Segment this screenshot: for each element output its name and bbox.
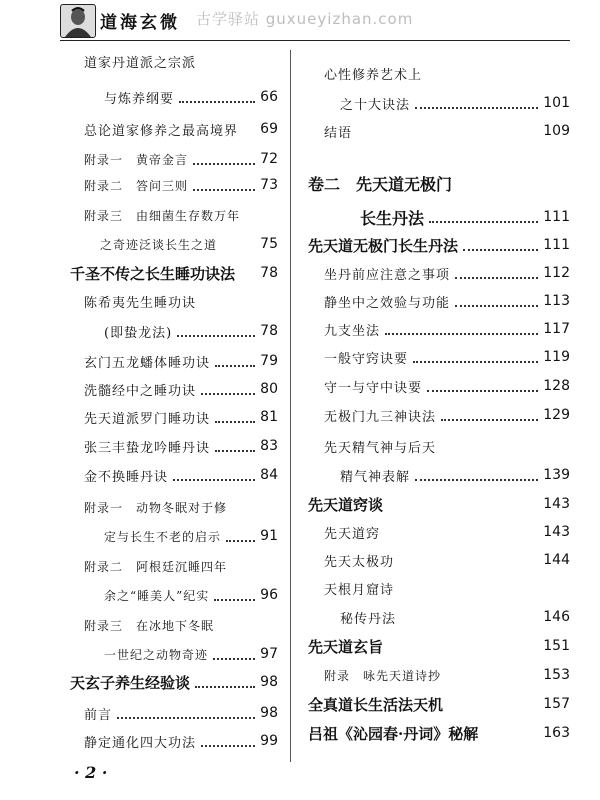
toc-entry-title: 先天道派罗门睡功诀 <box>84 411 211 427</box>
toc-entry-title: 洗髓经中之睡功诀 <box>84 383 197 399</box>
toc-entry-title: 精气神表解 <box>340 469 411 485</box>
toc-entry <box>70 667 278 697</box>
toc-entry-title: 附录三 在冰地下冬眠 <box>84 618 215 633</box>
page-number: · 2 · <box>74 763 108 782</box>
toc-entry-page: 83 <box>260 438 278 454</box>
page-header <box>0 0 600 40</box>
dot-leader <box>117 717 255 719</box>
toc-entry-title: 先天道窍 <box>324 526 381 542</box>
toc-entry <box>84 402 278 432</box>
toc-entry <box>324 431 570 461</box>
toc-entry <box>324 400 570 430</box>
toc-entry-page: 117 <box>543 321 570 337</box>
header-rule <box>60 40 570 41</box>
toc-entry <box>70 258 278 288</box>
toc-entry-page: 111 <box>543 209 570 225</box>
toc-entry <box>324 116 570 146</box>
dot-leader <box>441 419 538 421</box>
toc-entry-page: 81 <box>260 409 278 425</box>
toc-entry-page: 79 <box>260 353 278 369</box>
toc-entry <box>84 551 278 581</box>
toc-section-title: 长生丹法 <box>360 208 425 228</box>
dot-leader <box>427 390 538 392</box>
toc-entry-title: 余之“睡美人”纪实 <box>104 588 210 603</box>
toc-entry-page: 157 <box>543 696 570 712</box>
toc-entry-title: 先天道无极门长生丹法 <box>308 236 459 255</box>
dot-leader <box>214 599 255 601</box>
toc-entry-title: 心性修养艺术上 <box>324 67 423 83</box>
toc-entry-title: 结语 <box>324 125 353 141</box>
toc-entry-title: 一般守窍诀要 <box>324 351 409 367</box>
toc-entry-page: 119 <box>543 349 570 365</box>
toc-entry-title: 附录一 动物冬眠对于修 <box>84 500 228 515</box>
toc-entry-title: 定与长生不老的启示 <box>104 529 222 544</box>
toc-entry-page: 129 <box>543 407 570 423</box>
toc-entry <box>84 114 278 144</box>
toc-entry-page: 98 <box>260 674 278 690</box>
toc-entry <box>324 342 570 372</box>
toc-entry-title: 总论道家修养之最高境界 <box>84 123 239 139</box>
toc-entry-title: 全真道长生活法天机 <box>308 695 444 714</box>
toc-entry <box>340 602 570 632</box>
toc-entry-page: 146 <box>543 609 570 625</box>
dot-leader <box>455 277 538 279</box>
toc-entry-title: 无极门九三神诀法 <box>324 409 437 425</box>
dot-leader <box>193 189 255 191</box>
toc-entry-page: 153 <box>543 667 570 683</box>
toc-entry <box>324 660 570 690</box>
toc-entry-title: 先天太极功 <box>324 554 395 570</box>
toc-entry-title: 附录 咏先天道诗抄 <box>324 668 442 683</box>
toc-entry-title: 附录二 阿根廷沉睡四年 <box>84 559 228 574</box>
toc-entry-page: 66 <box>260 89 278 105</box>
dot-leader <box>213 658 255 660</box>
toc-entry <box>104 316 278 346</box>
toc-entry-title: 一世纪之动物奇迹 <box>104 647 209 662</box>
toc-entry-page: 99 <box>260 733 278 749</box>
dot-leader <box>463 249 538 251</box>
toc-entry <box>340 460 570 490</box>
toc-entry <box>104 580 278 610</box>
toc-entry <box>84 170 278 200</box>
toc-entry <box>84 286 278 316</box>
toc-entry-title: 前言 <box>84 707 113 723</box>
toc-entry <box>340 88 570 118</box>
toc-entry-title: 先天道玄旨 <box>308 637 384 656</box>
toc-entry-page: 143 <box>543 496 570 512</box>
dot-leader <box>179 101 255 103</box>
toc-entry <box>104 82 278 112</box>
toc-entry <box>324 314 570 344</box>
toc-entry-page: 109 <box>543 123 570 139</box>
toc-entry-title: 玄门五龙蟠体睡功诀 <box>84 355 211 371</box>
toc-entry-page: 73 <box>260 177 278 193</box>
toc-entry-page: 78 <box>260 265 278 281</box>
dot-leader <box>415 107 538 109</box>
book-title: 道海玄微 <box>100 13 180 33</box>
dot-leader <box>215 365 255 367</box>
toc-entry <box>84 46 278 76</box>
toc-entry <box>84 200 278 230</box>
toc-entry <box>84 374 278 404</box>
toc-entry <box>100 229 278 259</box>
toc-entry-title: 附录二 答问三则 <box>84 178 189 193</box>
portrait-logo-icon <box>60 4 96 38</box>
toc-entry <box>324 258 570 288</box>
toc-entry <box>308 230 570 260</box>
toc-entry-page: 163 <box>543 725 570 741</box>
toc-entry-title: 陈希夷先生睡功诀 <box>84 295 197 311</box>
toc-entry-title: 天玄子养生经验谈 <box>70 673 191 692</box>
dot-leader <box>195 686 255 688</box>
dot-leader <box>201 393 255 395</box>
toc-entry-title: 先天道窍谈 <box>308 495 384 514</box>
dot-leader <box>415 479 538 481</box>
toc-entry <box>308 689 570 719</box>
toc-entry-title: 金不换睡丹诀 <box>84 469 169 485</box>
toc-entry-title: 静定通化四大功法 <box>84 735 197 751</box>
toc-entry <box>84 726 278 756</box>
toc-entry-title: 吕祖《沁园春·丹词》秘解 <box>308 724 479 743</box>
toc-entry-page: 97 <box>260 646 278 662</box>
toc-entry-title: 之奇迹泛谈长生之道 <box>100 237 218 252</box>
toc-entry <box>324 58 570 88</box>
toc-entry-title: 张三丰蛰龙吟睡丹诀 <box>84 440 211 456</box>
dot-leader <box>201 745 255 747</box>
toc-entry-page: 72 <box>260 151 278 167</box>
toc-entry <box>84 431 278 461</box>
toc-entry-page: 75 <box>260 236 278 252</box>
toc-entry <box>104 639 278 669</box>
toc-entry-page: 128 <box>543 378 570 394</box>
toc-entry-page: 69 <box>260 121 278 137</box>
toc-entry-page: 78 <box>260 323 278 339</box>
dot-leader <box>429 221 538 223</box>
toc-entry <box>84 346 278 376</box>
dot-leader <box>177 335 255 337</box>
toc-entry-title: 道家丹道派之宗派 <box>84 55 197 71</box>
toc-entry <box>84 460 278 490</box>
toc-entry-page: 112 <box>543 265 570 281</box>
toc-entry-title: 附录一 黄帝金言 <box>84 152 189 167</box>
toc-entry <box>324 545 570 575</box>
dot-leader <box>385 333 538 335</box>
toc-entry <box>308 718 570 748</box>
toc-entry <box>84 698 278 728</box>
toc-entry-title: 先天精气神与后天 <box>324 440 437 456</box>
toc-entry <box>324 517 570 547</box>
dot-leader <box>215 450 255 452</box>
dot-leader <box>413 361 538 363</box>
toc-entry-title: 附录三 由细菌生存数万年 <box>84 208 241 223</box>
toc-entry-page: 143 <box>543 524 570 540</box>
toc-entry-title: 守一与守中诀要 <box>324 380 423 396</box>
dot-leader <box>215 421 255 423</box>
dot-leader <box>226 540 255 542</box>
toc-entry-page: 113 <box>543 293 570 309</box>
dot-leader <box>173 479 255 481</box>
toc-entry <box>324 371 570 401</box>
toc-entry-title: 与炼养纲要 <box>104 91 175 107</box>
toc-entry-title: 静坐中之效验与功能 <box>324 295 451 311</box>
toc-entry-page: 84 <box>260 467 278 483</box>
toc-entry <box>324 573 570 603</box>
toc-entry-page: 139 <box>543 467 570 483</box>
toc-entry-page: 98 <box>260 705 278 721</box>
toc-entry-title: 之十大诀法 <box>340 97 411 113</box>
column-divider <box>290 50 291 762</box>
toc-entry-page: 151 <box>543 638 570 654</box>
toc-entry-page: 80 <box>260 381 278 397</box>
toc-entry <box>308 489 570 519</box>
toc-entry-title: (即蛰龙法) <box>104 325 173 341</box>
toc-entry-title: 千圣不传之长生睡功诀法 <box>70 264 236 283</box>
dot-leader <box>193 163 255 165</box>
toc-entry-page: 101 <box>543 95 570 111</box>
toc-entry-title: 坐丹前应注意之事项 <box>324 267 451 283</box>
toc-entry-title: 天根月窟诗 <box>324 582 395 598</box>
dot-leader <box>455 305 538 307</box>
toc-entry-page: 144 <box>543 552 570 568</box>
toc-entry <box>84 492 278 522</box>
toc-entry <box>324 286 570 316</box>
toc-entry-page: 96 <box>260 587 278 603</box>
toc-entry-title: 九支坐法 <box>324 323 381 339</box>
toc-entry <box>308 168 570 198</box>
toc-section-title: 卷二 先天道无极门 <box>308 174 453 194</box>
toc-entry-page: 91 <box>260 528 278 544</box>
site-watermark: 古学驿站 guxueyizhan.com <box>196 10 414 28</box>
toc-entry <box>84 610 278 640</box>
toc-entry-title: 秘传丹法 <box>340 611 397 627</box>
toc-entry-page: 111 <box>543 237 570 253</box>
toc-entry <box>360 202 570 232</box>
toc-entry <box>104 521 278 551</box>
toc-entry <box>308 631 570 661</box>
